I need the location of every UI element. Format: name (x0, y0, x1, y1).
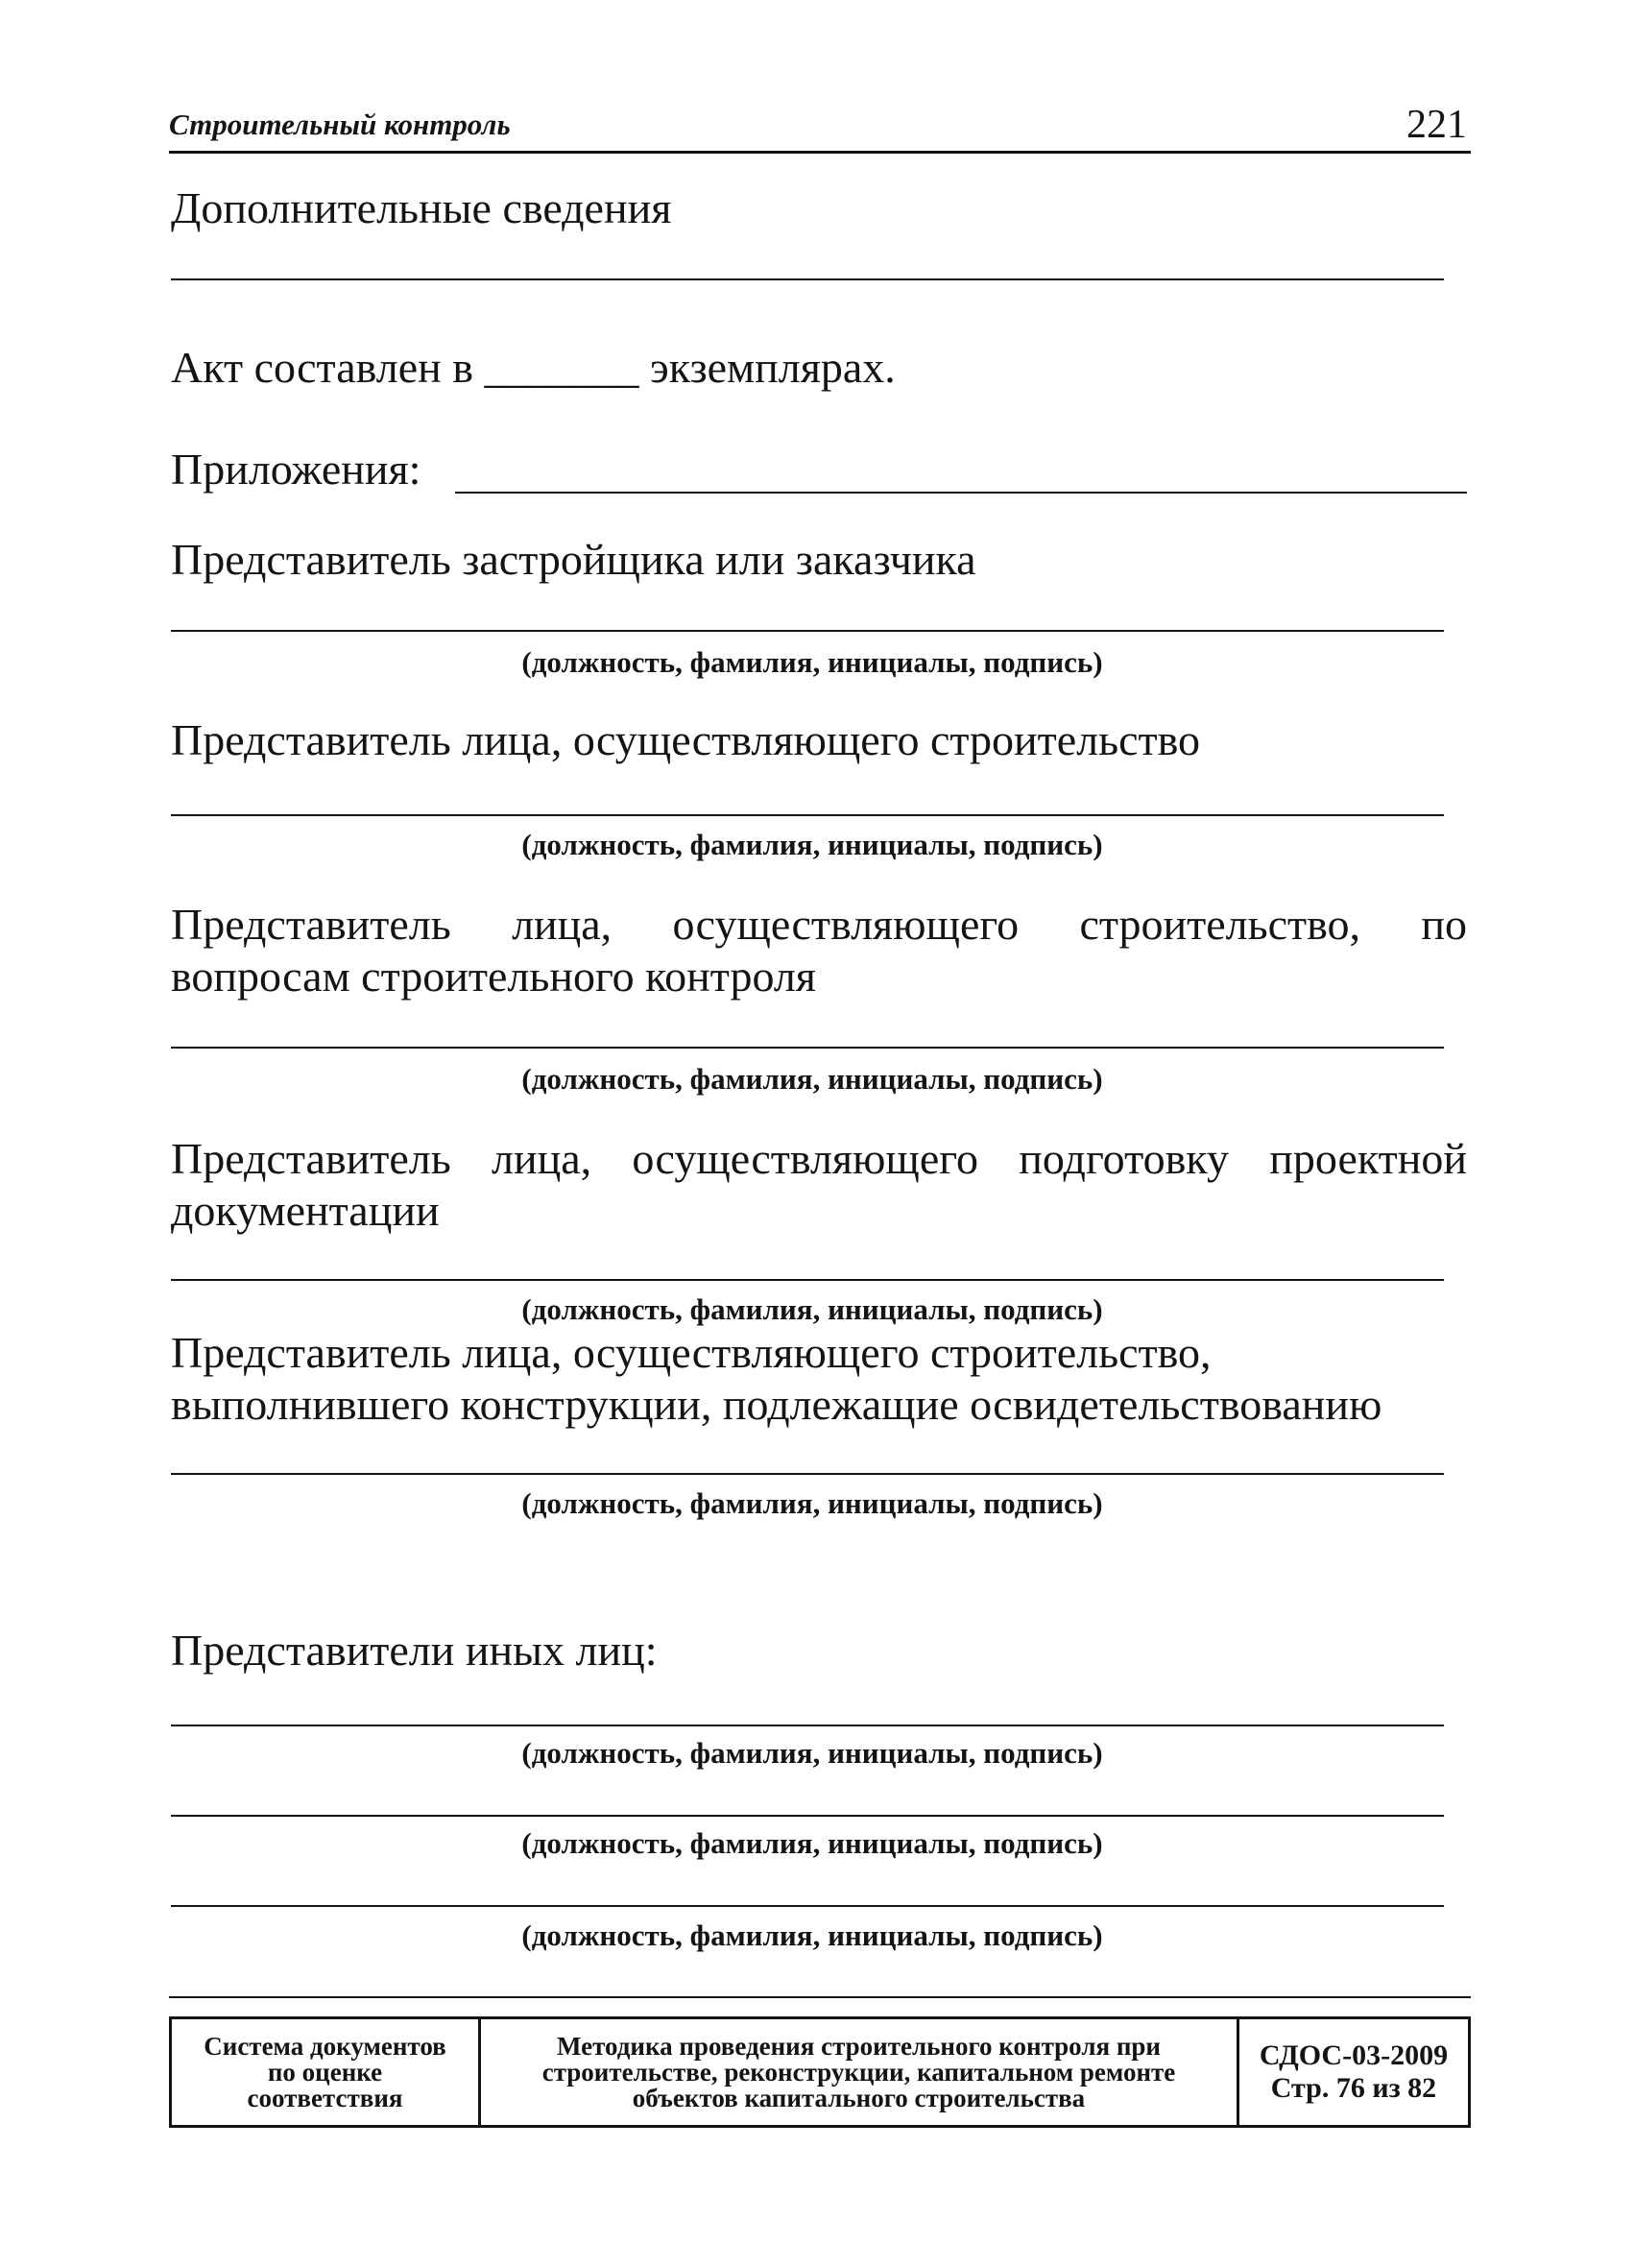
rep-executor-line-2: выполнившего конструкции, подлежащие освидетельствованию (171, 1380, 1382, 1429)
rep-builder-signature-line (171, 814, 1444, 816)
other-rep-caption: (должность, фамилия, инициалы, подпись) (521, 1826, 1103, 1860)
rep-design-line-2: документации (171, 1186, 440, 1235)
rep-executor-signature-line (171, 1473, 1444, 1475)
other-rep-signature-line (171, 1815, 1444, 1817)
footer-method-cell (481, 2019, 1239, 2125)
rep-builder-caption: (должность, фамилия, инициалы, подпись) (521, 828, 1103, 861)
footer-doc-code: СДОС-03-2009 (1259, 2039, 1449, 2071)
rep-builder-label: Представитель лица, осуществляющего строительство (171, 715, 1201, 764)
footer-doc-cell (1239, 2019, 1468, 2125)
running-header-title: Строительный контроль (169, 108, 511, 141)
rep-control-signature-line (171, 1047, 1444, 1049)
rep-developer-caption: (должность, фамилия, инициалы, подпись) (521, 645, 1103, 679)
rep-design-word: проектной (1269, 1134, 1467, 1183)
header-divider (169, 151, 1471, 154)
rep-developer-label: Представитель застройщика или заказчика (171, 535, 976, 584)
footer-table (169, 2016, 1471, 2128)
attachments-label: Приложения: (171, 445, 421, 494)
footer-divider (169, 1996, 1471, 1998)
other-rep-signature-line (171, 1725, 1444, 1726)
rep-control-caption: (должность, фамилия, инициалы, подпись) (521, 1062, 1103, 1096)
rep-control-word: Представитель (171, 900, 451, 949)
act-copies-suffix: экземплярах. (649, 343, 896, 392)
act-copies-blank: _______ (484, 343, 639, 392)
rep-design-word: осуществляющего (632, 1134, 978, 1183)
rep-design-word: лица, (492, 1134, 592, 1183)
rep-control-word: осуществляющего (672, 900, 1020, 949)
other-rep-signature-line (171, 1905, 1444, 1907)
footer-method-line: объектов капитального строительства (632, 2083, 1086, 2112)
attachments-line (455, 492, 1467, 494)
rep-control-word: по (1421, 900, 1467, 949)
rep-design-caption: (должность, фамилия, инициалы, подпись) (521, 1292, 1103, 1326)
rep-executor-line-1: Представитель лица, осуществляющего строительство, (171, 1328, 1212, 1377)
footer-system-line: соответствия (247, 2083, 403, 2112)
rep-control-word: лица, (512, 900, 613, 949)
rep-design-line-1 (171, 1133, 1467, 1185)
rep-design-signature-line (171, 1279, 1444, 1281)
footer-system-line: по оценке (267, 2057, 383, 2087)
footer-system-line: Система документов (204, 2031, 446, 2061)
rep-design-word: Представитель (171, 1134, 451, 1183)
other-rep-caption: (должность, фамилия, инициалы, подпись) (521, 1736, 1103, 1770)
additional-info-line (171, 278, 1444, 280)
act-copies-prefix: Акт составлен в (171, 343, 473, 392)
rep-control-word: строительство, (1079, 900, 1361, 949)
rep-control-line-2: вопросам строительного контроля (171, 952, 816, 1001)
act-copies-line (171, 342, 896, 394)
rep-executor-caption: (должность, фамилия, инициалы, подпись) (521, 1486, 1103, 1520)
rep-design-word: подготовку (1019, 1134, 1229, 1183)
rep-control-line-1 (171, 899, 1467, 951)
rep-developer-signature-line (171, 630, 1444, 632)
other-reps-label: Представители иных лиц: (171, 1626, 658, 1675)
other-rep-caption: (должность, фамилия, инициалы, подпись) (521, 1918, 1103, 1952)
page-number: 221 (1406, 103, 1467, 147)
footer-system-cell (172, 2019, 481, 2125)
footer-method-line: Методика проведения строительного контроля при (557, 2031, 1161, 2061)
footer-method-line: строительстве, реконструкции, капитальном ремонте (541, 2057, 1176, 2087)
footer-page-info: Стр. 76 из 82 (1270, 2072, 1437, 2104)
additional-info-heading: Дополнительные сведения (171, 183, 672, 232)
